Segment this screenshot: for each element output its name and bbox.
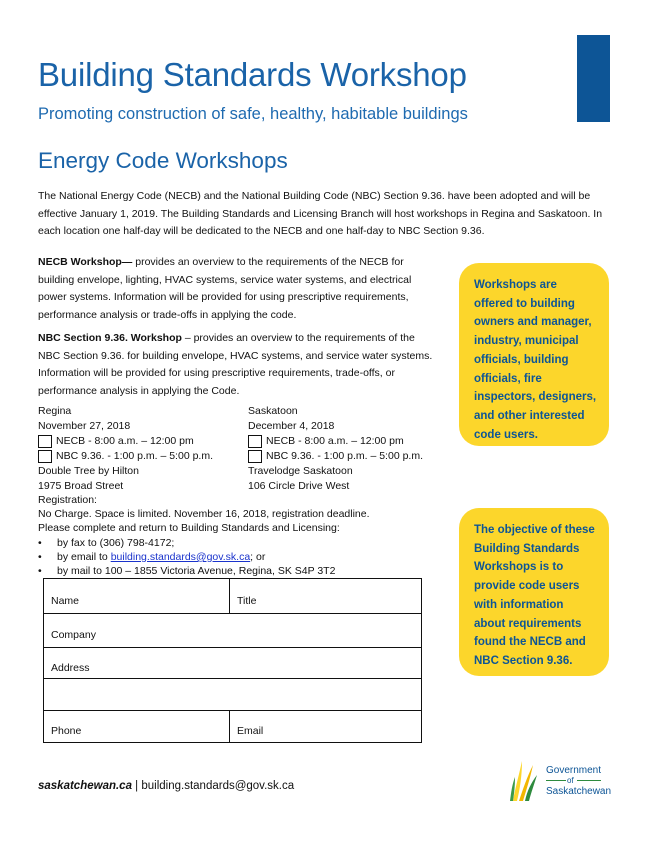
form-divider	[229, 579, 230, 613]
nbc-text: – provides an overview to the requirements of the NBC Section 9.36. for building envelope, HVAC systems, and service water systems. Information will be provided for using prescriptive requirements, trade-offs, or performance analysis in applying the Code.	[38, 332, 433, 397]
list-item	[38, 550, 458, 564]
email-suffix: ; or	[250, 550, 266, 563]
nbc-paragraph	[38, 330, 433, 400]
header-accent-bar	[577, 35, 610, 122]
session-label: NECB - 8:00 a.m. – 12:00 pm	[266, 435, 404, 447]
government-logo	[509, 757, 619, 802]
session-checkbox[interactable]	[248, 450, 262, 463]
page-title: Building Standards Workshop	[38, 56, 467, 93]
session-row	[248, 449, 423, 464]
registration-line: No Charge. Space is limited. November 16, 2018, registration deadline.	[38, 508, 370, 521]
session-label: NECB - 8:00 a.m. – 12:00 pm	[56, 435, 194, 447]
logo-line: of	[567, 776, 574, 785]
location-regina	[38, 404, 213, 494]
email-field[interactable]: Email	[237, 725, 264, 737]
audience-callout: Workshops are offered to building owners and manager, industry, municipal officials, building officials, fire inspectors, designers, and other interested code users.	[459, 263, 609, 446]
form-divider	[44, 678, 421, 679]
logo-rule	[577, 780, 601, 781]
objective-callout: The objective of these Building Standards Workshops is to provide code users with information about requirements found the NECB and NBC Section 9.36.	[459, 508, 609, 676]
location-address: 106 Circle Drive West	[248, 480, 350, 492]
registration-section	[38, 493, 458, 578]
location-date: November 27, 2018	[38, 420, 131, 432]
location-venue: Double Tree by Hilton	[38, 465, 139, 477]
session-checkbox[interactable]	[248, 435, 262, 448]
location-venue: Travelodge Saskatoon	[248, 465, 353, 477]
location-saskatoon	[248, 404, 423, 494]
list-item: • by mail to 100 – 1855 Victoria Avenue, Regina, SK S4P 3T2	[38, 564, 458, 578]
form-divider	[44, 647, 421, 648]
footer-email[interactable]: building.standards@gov.sk.ca	[141, 780, 295, 792]
submission-methods-list	[38, 536, 458, 579]
intro-paragraph: The National Energy Code (NECB) and the National Building Code (NBC) Section 9.36. have been adopted and will be effective January 1, 2019. The Building Standards and Licensing Branch will host workshops in Regina and Saskatoon. In each location one half-day will be dedicated to the NECB and one half-day to NBC Section 9.36.	[38, 190, 603, 237]
company-field[interactable]: Company	[51, 629, 96, 641]
location-city: Regina	[38, 405, 72, 417]
form-divider	[44, 710, 421, 711]
necb-paragraph	[38, 254, 433, 324]
wheat-icon	[509, 757, 545, 802]
form-divider	[229, 710, 230, 743]
logo-line: Saskatchewan	[546, 786, 612, 797]
footer-separator: |	[131, 780, 142, 792]
location-address: 1975 Broad Street	[38, 480, 124, 492]
phone-field[interactable]: Phone	[51, 725, 82, 737]
form-divider	[44, 613, 421, 614]
name-field[interactable]: Name	[51, 595, 80, 607]
registration-form	[43, 578, 422, 743]
page-subtitle: Promoting construction of safe, healthy, habitable buildings	[38, 105, 468, 123]
section-title: Energy Code Workshops	[38, 148, 288, 173]
logo-rule	[546, 780, 566, 781]
footer-site-link[interactable]: saskatchewan.ca	[38, 780, 132, 792]
session-label: NBC 9.36. - 1:00 p.m. – 5:00 p.m.	[266, 450, 423, 462]
session-checkbox[interactable]	[38, 435, 52, 448]
session-row	[38, 449, 213, 464]
nbc-heading: NBC Section 9.36. Workshop	[38, 332, 182, 344]
footer	[38, 780, 294, 792]
session-label: NBC 9.36. - 1:00 p.m. – 5:00 p.m.	[56, 450, 213, 462]
session-row	[248, 434, 423, 449]
necb-text: provides an overview to the requirements of the NECB for building envelope, lighting, HVAC systems, service water systems, and electrical power systems. Information will be provided for using prescriptive requirements, performance analysis or trade-offs in applying the code.	[38, 256, 412, 321]
registration-line: Please complete and return to Building Standards and Licensing:	[38, 522, 340, 535]
address-field[interactable]: Address	[51, 662, 90, 674]
title-field[interactable]: Title	[237, 595, 257, 607]
list-item: • by fax to (306) 798-4172;	[38, 536, 458, 550]
logo-line: Government	[546, 765, 602, 776]
session-checkbox[interactable]	[38, 450, 52, 463]
email-prefix: by email to	[57, 550, 111, 563]
email-link[interactable]: building.standards@gov.sk.ca	[110, 550, 251, 563]
location-date: December 4, 2018	[248, 420, 335, 432]
location-city: Saskatoon	[248, 405, 298, 417]
registration-heading: Registration:	[38, 494, 97, 506]
session-row	[38, 434, 213, 449]
necb-heading: NECB Workshop—	[38, 256, 133, 268]
